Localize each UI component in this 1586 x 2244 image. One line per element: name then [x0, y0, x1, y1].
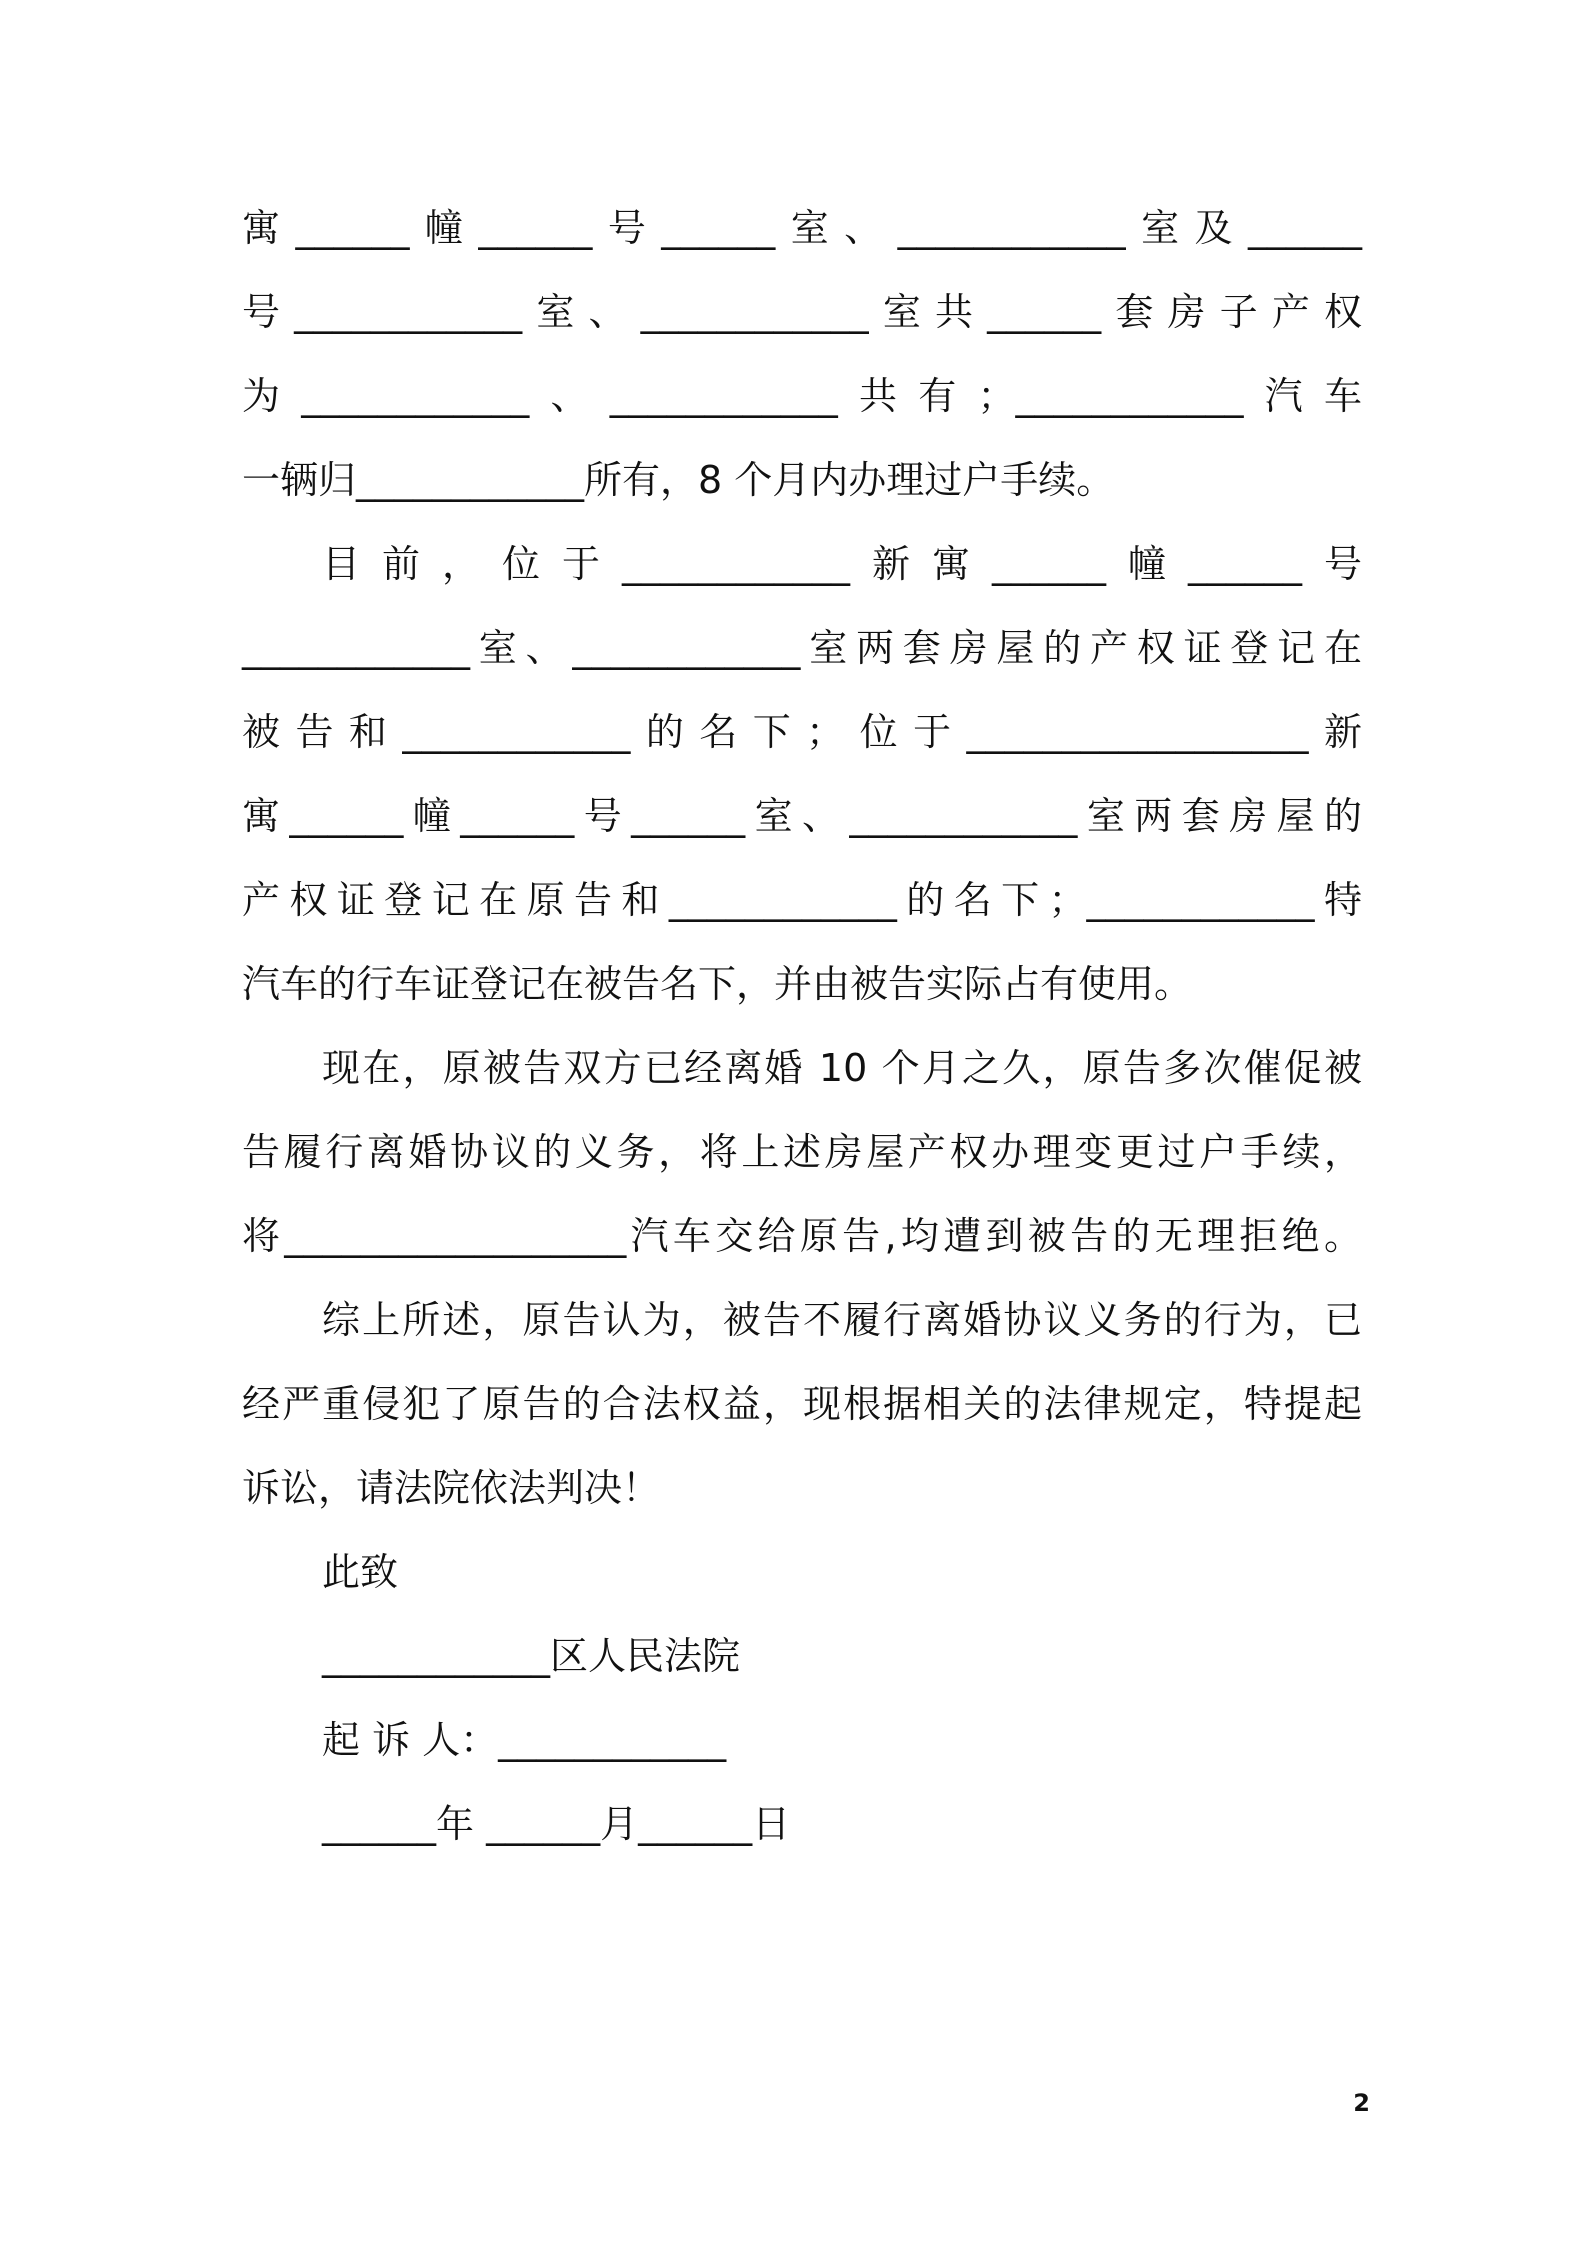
- body-line-14: 综上所述，原告认为，被告不履行离婚协议义务的行为，已: [322, 1298, 1362, 1342]
- body-line-2: 号____________室、____________室共______套房子产权: [242, 290, 1362, 334]
- filing-date: ______年 ______月______日: [322, 1802, 791, 1846]
- page-number: 2: [1353, 2089, 1370, 2117]
- body-line-8: 寓______幢______号______室、____________室两套房屋的: [242, 794, 1362, 838]
- body-line-5: 目前，位于____________新寓______幢______号: [322, 542, 1362, 586]
- body-line-4: 一辆归____________所有，8 个月内办理过户手续。: [242, 458, 1115, 502]
- body-line-13: 将__________________汽车交给原告,均遭到被告的无理拒绝。: [242, 1214, 1362, 1258]
- court-name: ____________区人民法院: [322, 1634, 741, 1678]
- plaintiff-signature: 起 诉 人：____________: [322, 1718, 727, 1762]
- body-line-7: 被告和____________的名下；位于__________________新: [242, 710, 1362, 754]
- body-line-6: ____________室、____________室两套房屋的产权证登记在: [242, 626, 1362, 670]
- body-line-1: 寓______幢______号______室、____________室及______: [242, 206, 1362, 250]
- body-line-3: 为____________、____________共有；____________汽车: [242, 374, 1362, 418]
- body-line-10: 汽车的行车证登记在被告名下，并由被告实际占有使用。: [242, 962, 1193, 1006]
- body-line-9: 产权证登记在原告和____________的名下；____________特: [242, 878, 1362, 922]
- body-line-16: 诉讼，请法院依法判决！: [242, 1466, 661, 1510]
- body-line-12: 告履行离婚协议的义务，将上述房屋产权办理变更过户手续，: [242, 1130, 1362, 1174]
- body-line-11: 现在，原被告双方已经离婚 10 个月之久，原告多次催促被: [322, 1046, 1362, 1090]
- salutation: 此致: [322, 1550, 399, 1594]
- body-line-15: 经严重侵犯了原告的合法权益，现根据相关的法律规定，特提起: [242, 1382, 1362, 1426]
